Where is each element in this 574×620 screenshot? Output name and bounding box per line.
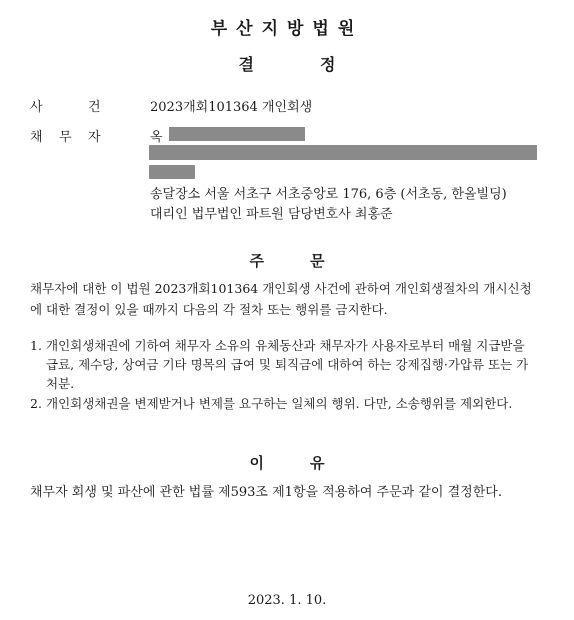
title-char-1: 결 <box>238 55 254 74</box>
order-item-1-num: 1. <box>30 338 42 353</box>
service-address: 송달장소 서울 서초구 서초중앙로 176, 6층 (서초동, 한올빌딩) <box>150 187 507 202</box>
debtor-label-2: 무 <box>59 130 72 145</box>
case-value: 2023개회101364 개인회생 <box>150 100 313 115</box>
redaction-address-cont <box>149 165 195 179</box>
debtor-name-prefix: 옥 <box>150 130 163 145</box>
debtor-label-3: 자 <box>88 130 101 145</box>
order-heading <box>0 250 574 271</box>
reason-heading-char-1: 이 <box>249 454 264 472</box>
case-label-2: 건 <box>88 100 101 115</box>
title-char-2: 정 <box>320 55 336 74</box>
redaction-name <box>169 127 305 141</box>
order-item-2-num: 2. <box>30 396 42 411</box>
reason-heading <box>0 452 574 473</box>
document-title <box>0 52 574 75</box>
case-label-1: 사 <box>30 100 43 115</box>
order-intro: 채무자에 대한 이 법원 2023개회101364 개인회생 사건에 관하여 개인회생절차의 개시신청에 대한 결정이 있을 때까지 다음의 각 절차 또는 행위를 금지한다. <box>30 281 532 317</box>
reason-heading-char-2: 유 <box>310 454 325 472</box>
order-item-2-text: 개인회생채권을 변제받거나 변제를 요구하는 일체의 행위. 다만, 소송행위를 제외한다. <box>46 396 513 411</box>
reason-text: 채무자 회생 및 파산에 관한 법률 제593조 제1항을 적용하여 주문과 같이 결정한다. <box>30 485 502 500</box>
debtor-label-1: 채 <box>30 130 43 145</box>
court-name: 부산지방법원 <box>210 19 364 39</box>
redaction-address <box>149 145 537 160</box>
order-item-1-text: 개인회생채권에 기하여 채무자 소유의 유체동산과 채무자가 사용자로부터 매월 지급받을 급료, 제수당, 상여금 기타 명목의 급여 및 퇴직금에 대하여 하는 강제집행·가압류 또는 가처분. <box>46 338 529 391</box>
order-heading-char-2: 문 <box>310 252 325 270</box>
debtor-agent: 대리인 법무법인 파트원 담당변호사 최홍준 <box>150 207 393 222</box>
order-heading-char-1: 주 <box>249 252 264 270</box>
decision-date: 2023. 1. 10. <box>247 593 327 608</box>
